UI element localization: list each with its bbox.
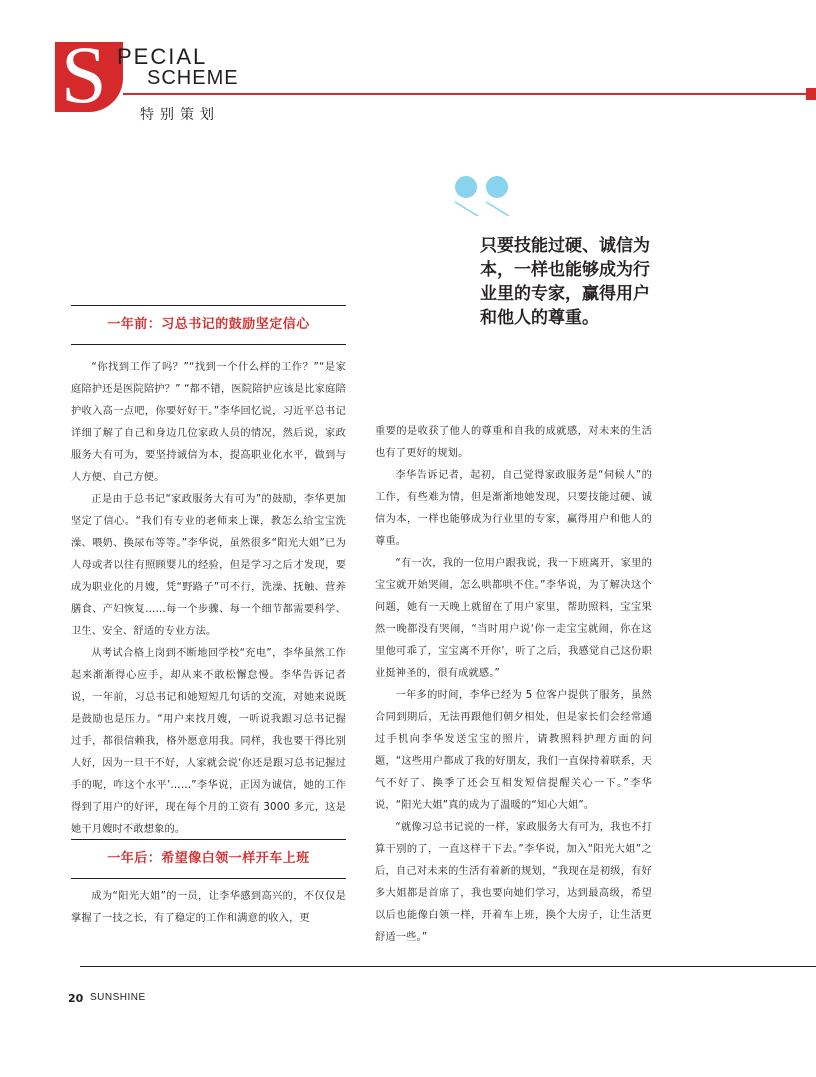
body-paragraph: 正是由于总书记“家政服务大有可为”的鼓励，李华更加坚定了信心。“我们有专业的老师来上课，教怎么给宝宝洗澡、喂奶、换尿布等等。”李华说，虽然很多“阳光大姐”已为人母或者以往有照顾婴儿的经验，但是学习之后才发现，要成为职业化的月嫂，凭“野路子”可不行，洗澡、抚触、营养膳食、产妇恢复……每一个步骤、每一个细节都需要科学、卫生、安全、舒适的专业方法。 bbox=[71, 494, 346, 637]
body-paragraph-continued: 重要的是收获了他人的尊重和自我的成就感，对未来的生活也有了更好的规划。 bbox=[375, 426, 652, 459]
magazine-name: SUNSHINE bbox=[90, 992, 146, 1003]
pull-quote: 只要技能过硬、诚信为本，一样也能够成为行业里的专家，赢得用户和他人的尊重。 bbox=[480, 236, 650, 328]
header-red-rule bbox=[123, 93, 816, 95]
body-paragraph: “你找到工作了吗？”“找到一个什么样的工作？”“是家庭陪护还是医院陪护？” “都不错，医院陪护应该是比家庭陪护收入高一点吧，你要好好干。”李华回忆说，习近平总书记详细了解了自己和身边几位家政人员的情况，然后说，家政服务大有可为，要坚持诚信为本，提高职业化水平，做到与人方便、自己方便。 bbox=[71, 362, 346, 483]
quote-mark-icon bbox=[483, 176, 511, 216]
section-title: 一年后：希望像白领一样开车上班 bbox=[107, 851, 310, 866]
left-column-section-2 bbox=[71, 886, 346, 930]
body-paragraph: 一年多的时间，李华已经为 5 位客户提供了服务，虽然合同到期后，无法再跟他们朝夕相处，但是家长们会经常通过手机向李华发送宝宝的照片，请教照料护理方面的问题，“这些用户都成了我的好朋友，我们一直保持着联系，天气不好了、换季了还会互相发短信提醒关心一下。”李华说，“阳光大姐”真的成为了温暖的“知心大姐”。 bbox=[375, 690, 652, 811]
header-red-block bbox=[806, 88, 816, 100]
section-heading-1 bbox=[71, 305, 346, 345]
body-paragraph: “就像习总书记说的一样，家政服务大有可为，我也不打算干别的了，一直这样干下去。”李华说，加入“阳光大姐”之后，自己对未来的生活有着新的规划，“我现在是初级，有好多大姐都是首席了，我也要向她们学习，达到最高级，希望以后也能像白领一样，开着车上班，换个大房子，让生活更舒适一些。” bbox=[375, 822, 652, 943]
section-rule-bottom bbox=[71, 344, 346, 345]
logo-letter: S bbox=[61, 29, 107, 120]
section-heading-2 bbox=[71, 839, 346, 879]
page-number: 20 bbox=[68, 992, 84, 1005]
body-paragraph: “有一次，我的一位用户跟我说，我一下班离开，家里的宝宝就开始哭闹，怎么哄都哄不住。”李华说，为了解决这个问题，她有一天晚上就留在了用户家里，帮助照料，宝宝果然一晚都没有哭闹，“当时用户说‘你一走宝宝就闹，你在这里他可乖了，宝宝离不开你’，听了之后，我感觉自己这份职业挺神圣的，很有成就感。” bbox=[375, 558, 652, 679]
body-paragraph: 成为“阳光大姐”的一员，让李华感到高兴的，不仅仅是掌握了一技之长，有了稳定的工作和满意的收入，更 bbox=[71, 891, 346, 924]
footer-rule bbox=[80, 966, 816, 967]
header-title-line2: SCHEME bbox=[147, 67, 239, 89]
section-rule-bottom bbox=[71, 878, 346, 879]
section-title: 一年前：习总书记的鼓励坚定信心 bbox=[107, 317, 310, 332]
quote-mark-icon bbox=[452, 176, 480, 216]
body-paragraph: 从考试合格上岗到不断地回学校“充电”，李华虽然工作起来渐渐得心应手，却从来不敢松懈怠慢。李华告诉记者说，一年前，习总书记和她短短几句话的交流，对她来说既是鼓励也是压力。“用户来找月嫂，一听说我跟习总书记握过手，都很信赖我，格外愿意用我。同样，我也要干得比别人好，因为一旦干不好，人家就会说‘你还是跟习总书记握过手的呢，咋这个水平’……”李华说，正因为诚信，她的工作得到了用户的好评，现在每个月的工资有 3000 多元，这是她干月嫂时不敢想象的。 bbox=[71, 648, 346, 835]
left-column-section-1 bbox=[71, 357, 346, 841]
right-column bbox=[375, 421, 652, 949]
body-paragraph: 李华告诉记者，起初，自己觉得家政服务是“伺候人”的工作，有些难为情，但是渐渐地她发现，只要技能过硬、诚信为本，一样也能够成为行业里的专家，赢得用户和他人的尊重。 bbox=[375, 470, 652, 547]
header-subtitle: 特别策划 bbox=[140, 107, 220, 123]
special-scheme-logo bbox=[55, 29, 123, 120]
header-title-line1: PECIAL bbox=[117, 44, 208, 69]
